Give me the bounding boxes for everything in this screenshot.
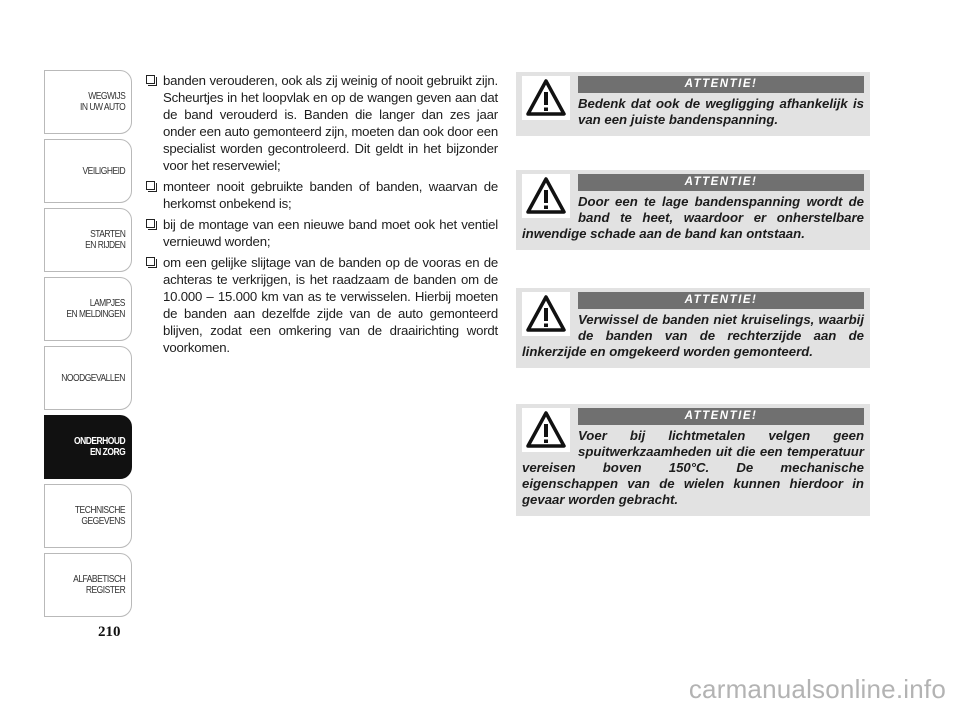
tab-label: NOODGEVALLEN xyxy=(61,372,125,384)
warning-triangle-icon xyxy=(522,292,570,336)
warning-heading: ATTENTIE! xyxy=(578,76,864,93)
bullet-text: banden verouderen, ook als zij weinig of nooit gebruikt zijn. Scheurtjes in het loopvlak en op de wangen geven aan dat de band verouderd is. Banden die langer dan zes jaar onder een auto gemonteerd zijn, moeten dan ook door een specialist worden gecontroleerd. Dit geldt in het bijzonder voor het reservewiel; xyxy=(163,73,498,173)
warning-triangle-icon xyxy=(522,76,570,120)
warning-box xyxy=(516,288,870,368)
checkbox-bullet-icon xyxy=(146,219,155,228)
list-item xyxy=(146,178,498,212)
tab-label: ONDERHOUD EN ZORG xyxy=(73,436,125,458)
watermark: carmanualsonline.info xyxy=(688,674,946,704)
warning-box xyxy=(516,72,870,136)
tab-lampjes[interactable] xyxy=(44,277,132,341)
tab-alfabetisch[interactable] xyxy=(44,553,132,617)
checkbox-bullet-icon xyxy=(146,75,155,84)
warning-heading: ATTENTIE! xyxy=(578,292,864,309)
tab-label: WEGWIJS IN UW AUTO xyxy=(79,91,125,113)
tab-starten[interactable] xyxy=(44,208,132,272)
list-item xyxy=(146,254,498,356)
warning-text: Bedenk dat ook de wegligging afhankelijk is van een juiste bandenspanning. xyxy=(578,96,864,127)
list-item xyxy=(146,216,498,250)
warning-heading: ATTENTIE! xyxy=(578,408,864,425)
warning-text: Door een te lage bandenspanning wordt de band te heet, waardoor er onherstelbare inwendige schade aan de band kan ontstaan. xyxy=(522,194,864,241)
warning-box xyxy=(516,170,870,250)
warning-text: Verwissel de banden niet kruiselings, waarbij de banden van de rechterzijde aan de linkerzijde en omgekeerd worden gemonteerd. xyxy=(522,312,864,359)
tab-noodgevallen[interactable] xyxy=(44,346,132,410)
tab-label: VEILIGHEID xyxy=(82,165,125,177)
tab-technische[interactable] xyxy=(44,484,132,548)
tab-veiligheid[interactable] xyxy=(44,139,132,203)
warning-heading: ATTENTIE! xyxy=(578,174,864,191)
tab-label: STARTEN EN RIJDEN xyxy=(84,229,125,251)
list-item xyxy=(146,72,498,174)
tab-label: TECHNISCHE GEGEVENS xyxy=(74,505,125,527)
bullet-text: om een gelijke slijtage van de banden op de vooras en de achteras te verkrijgen, is het raadzaam de banden om de 10.000 – 15.000 km van as te verwisselen. Hierbij moeten de banden aan dezelfde zijde van de auto gemonteerd blijven, zodat een omkering van de draairichting wordt voorkomen. xyxy=(163,255,498,355)
page-number: 210 xyxy=(98,624,121,640)
tab-label: ALFABETISCH REGISTER xyxy=(72,574,125,596)
warning-triangle-icon xyxy=(522,174,570,218)
warning-text: Voer bij lichtmetalen velgen geen spuitwerkzaamheden uit die een temperatuur vereisen boven 150°C. De mechanische eigenschappen van de wielen kunnen hierdoor in gevaar worden gebracht. xyxy=(522,428,864,507)
tab-onderhoud[interactable] xyxy=(44,415,132,479)
bullet-text: bij de montage van een nieuwe band moet ook het ventiel vernieuwd worden; xyxy=(163,217,498,249)
checkbox-bullet-icon xyxy=(146,257,155,266)
checkbox-bullet-icon xyxy=(146,181,155,190)
tab-wegwijs[interactable] xyxy=(44,70,132,134)
bullet-text: monteer nooit gebruikte banden of banden, waarvan de herkomst onbekend is; xyxy=(163,179,498,211)
warning-box xyxy=(516,404,870,516)
warning-triangle-icon xyxy=(522,408,570,452)
tab-label: LAMPJES EN MELDINGEN xyxy=(66,298,125,320)
main-text xyxy=(146,72,498,360)
